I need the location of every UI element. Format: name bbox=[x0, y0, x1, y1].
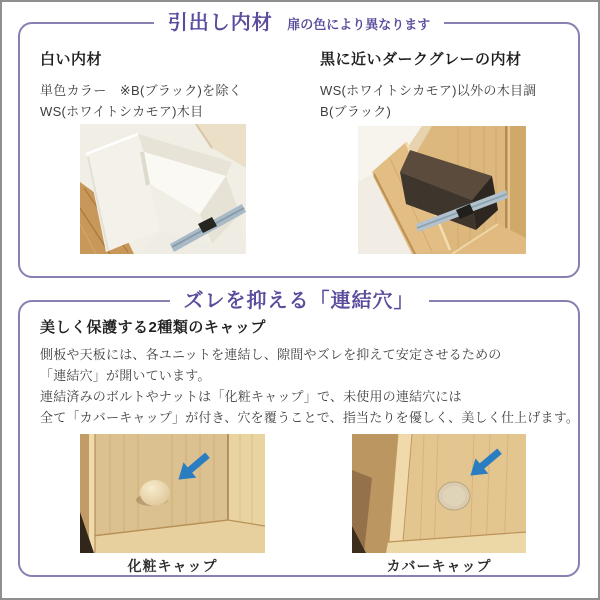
white-material-line2: WS(ホワイトシカモア)木目 bbox=[40, 104, 204, 119]
dark-drawer-photo bbox=[358, 126, 526, 254]
caps-description-line: 側板や天板には、各ユニットを連結し、隙間やズレを抑えて安定させるための bbox=[40, 347, 502, 362]
dark-material-line2: B(ブラック) bbox=[320, 104, 392, 119]
makeup-cap-photo bbox=[80, 434, 265, 553]
caps-description bbox=[40, 344, 579, 428]
caps-subheading: 美しく保護する2種類のキャップ bbox=[40, 319, 266, 336]
section-drawer-title: 引出し内材 bbox=[167, 12, 273, 34]
cover-cap-caption: カバーキャップ bbox=[386, 558, 492, 574]
caps-description-line: 「連結穴」が開いています。 bbox=[40, 368, 211, 383]
section-drawer-note: 扉の色により異なります bbox=[287, 17, 431, 32]
section-joint-holes bbox=[18, 290, 580, 577]
dark-material-line1: WS(ホワイトシカモア)以外の木目調 bbox=[320, 83, 537, 98]
legend-knockout bbox=[154, 9, 444, 39]
section-joint-title: ズレを抑える「連結穴」 bbox=[183, 290, 415, 312]
section-joint-legend bbox=[20, 287, 578, 317]
dark-material-heading: 黒に近いダークグレーの内材 bbox=[320, 51, 522, 68]
cover-cap-photo bbox=[352, 434, 526, 553]
section-drawer-legend bbox=[20, 9, 578, 39]
makeup-cap-caption: 化粧キャップ bbox=[127, 558, 218, 574]
white-material-heading: 白い内材 bbox=[40, 51, 103, 68]
legend-knockout bbox=[170, 287, 429, 317]
section-drawer-material bbox=[18, 12, 580, 278]
white-material-line1: 単色カラー ※B(ブラック)を除く bbox=[40, 83, 243, 98]
white-drawer-photo bbox=[80, 124, 246, 254]
caps-description-line: 連結済みのボルトやナットは「化粧キャップ」で、未使用の連結穴には bbox=[40, 389, 462, 404]
caps-description-line: 全て「カバーキャップ」が付き、穴を覆うことで、指当たりを優しく、美しく仕上げます。 bbox=[40, 410, 580, 425]
